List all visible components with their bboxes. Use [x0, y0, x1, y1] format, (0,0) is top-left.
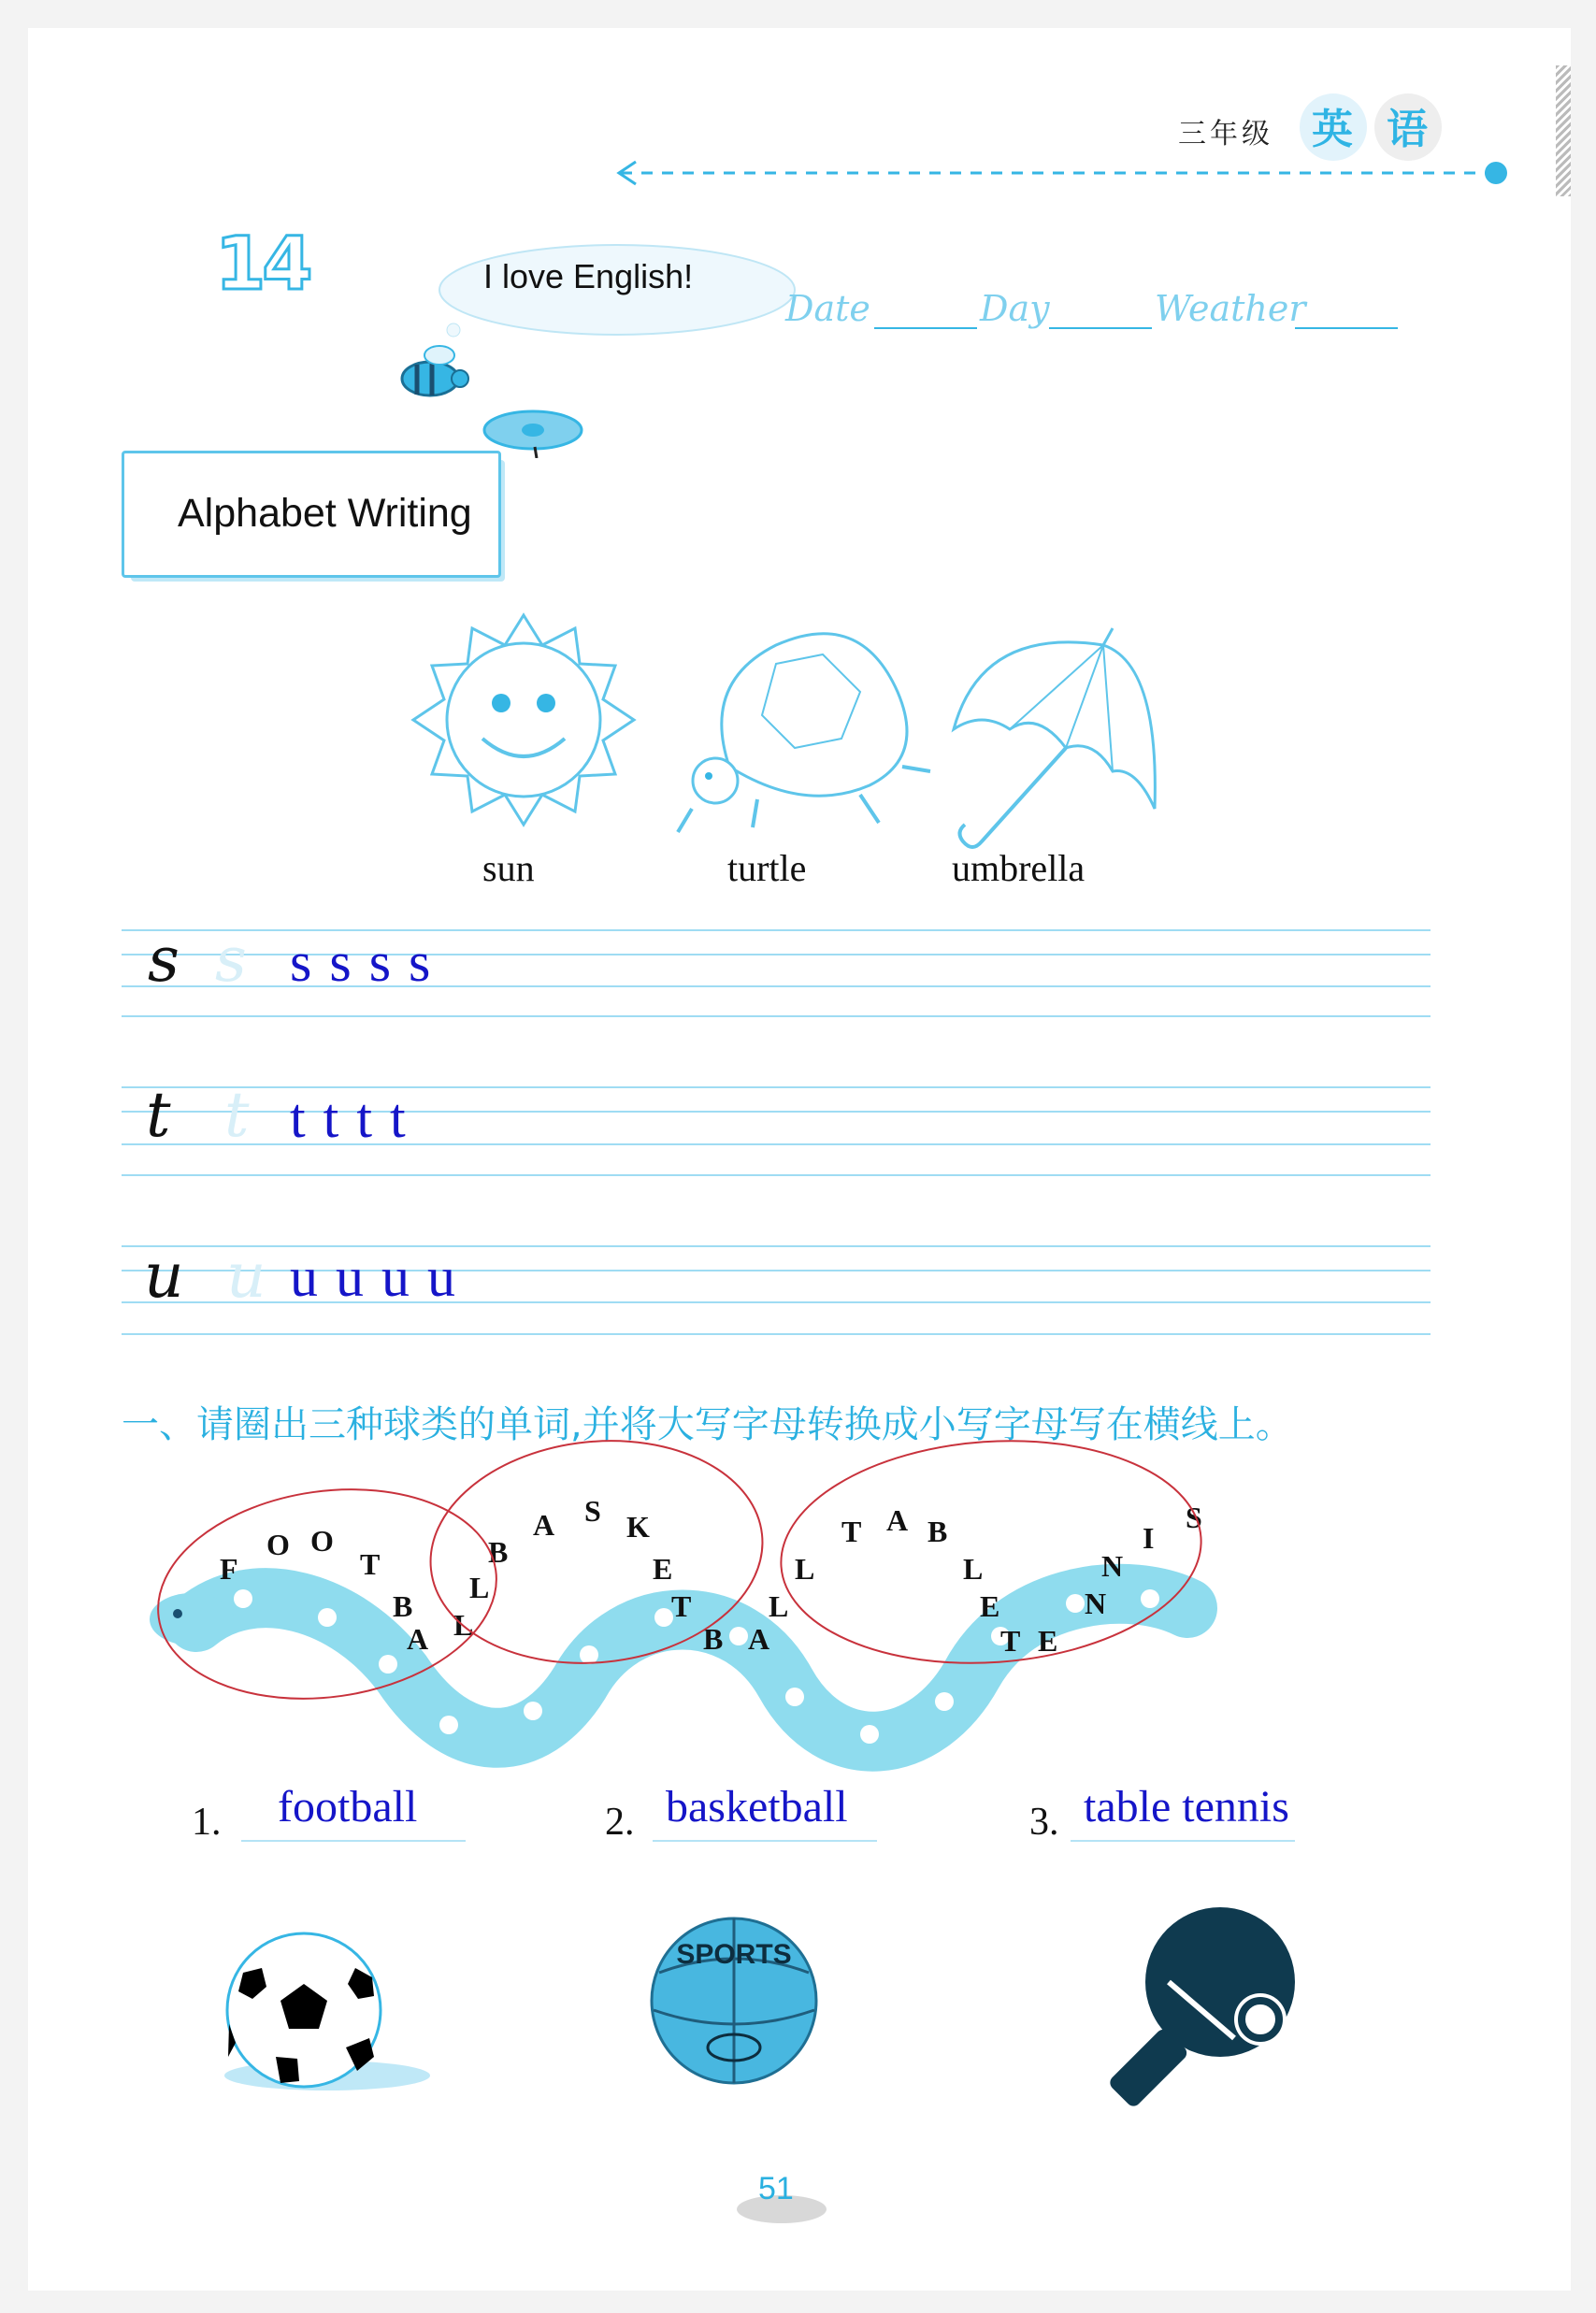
weather-line[interactable]	[1295, 325, 1398, 329]
snake-letter: B	[393, 1589, 413, 1623]
snake-letter: E	[1038, 1624, 1058, 1658]
snake-letter: T	[671, 1589, 692, 1623]
ping-pong-paddle-icon	[1103, 1898, 1318, 2113]
model-letter: s	[148, 924, 180, 996]
snake-letter: K	[626, 1510, 650, 1544]
workbook-page	[28, 28, 1571, 2291]
trace-letter: t	[224, 1079, 250, 1151]
lesson-number: 14	[215, 223, 309, 307]
question-number: 3.	[1029, 1801, 1059, 1844]
subject-char-1: 英	[1312, 106, 1353, 153]
day-line[interactable]	[1049, 325, 1152, 329]
slogan: I love English!	[483, 257, 694, 295]
snake-letter: B	[927, 1515, 948, 1548]
snake-letter: B	[488, 1535, 509, 1569]
snake-letter: T	[1000, 1624, 1021, 1658]
soccer-ball-icon	[187, 1917, 439, 2104]
snake-letter: L	[963, 1552, 984, 1586]
snake-letter: O	[266, 1528, 290, 1561]
answer-text[interactable]: table tennis	[1084, 1782, 1289, 1832]
snake-letter: L	[453, 1608, 474, 1642]
weather-label: Weather	[1155, 288, 1306, 329]
snake-letter: I	[1143, 1521, 1155, 1555]
page-edge-stripes	[1556, 65, 1571, 196]
snake-letter: A	[748, 1622, 770, 1656]
answer-text[interactable]: football	[278, 1782, 418, 1832]
turtle-icon	[664, 608, 944, 841]
snake-letter: B	[703, 1622, 724, 1656]
date-label: Date	[785, 288, 870, 329]
basketball-print: SPORTS	[676, 1939, 792, 1970]
model-letter: u	[144, 1240, 184, 1312]
umbrella-icon	[926, 608, 1187, 851]
circle-table-tennis	[773, 1430, 1208, 1676]
snake-letter: A	[533, 1508, 555, 1542]
bee-flower-icon	[337, 327, 617, 458]
exercise-instruction: 一、请圈出三种球类的单词,并将大写字母转换成小写字母写在横线上。	[122, 1403, 1293, 1446]
sun-icon	[402, 608, 645, 841]
snake-letter: A	[886, 1503, 909, 1537]
answer-line	[241, 1840, 466, 1842]
snake-letter: O	[310, 1524, 334, 1558]
snake-letter: N	[1101, 1549, 1124, 1583]
snake-letter: S	[584, 1494, 601, 1528]
day-label: Day	[980, 288, 1050, 329]
snake-letter: S	[1186, 1501, 1202, 1534]
subject-char-2: 语	[1387, 106, 1428, 153]
handwritten-answer[interactable]: t t t t	[290, 1087, 408, 1149]
handwritten-answer[interactable]: u u u u	[290, 1246, 457, 1308]
picture-label-turtle: turtle	[727, 847, 807, 889]
header-arrow-line	[608, 154, 1515, 192]
snake-letter: A	[407, 1622, 429, 1656]
question-number: 1.	[192, 1801, 222, 1844]
basketball-icon	[640, 1907, 827, 2094]
question-number: 2.	[605, 1801, 635, 1844]
snake-letter: L	[795, 1552, 815, 1586]
picture-label-sun: sun	[482, 847, 535, 889]
snake-letter: E	[653, 1552, 673, 1586]
handwritten-answer[interactable]: s s s s	[290, 931, 433, 993]
model-letter: t	[146, 1079, 171, 1151]
snake-letter: N	[1085, 1587, 1107, 1620]
snake-letter: T	[360, 1547, 381, 1581]
snake-letter: T	[841, 1515, 862, 1548]
snake-letter: L	[769, 1589, 789, 1623]
snake-letter: F	[220, 1552, 238, 1586]
answer-circles	[150, 1430, 1309, 1748]
date-line[interactable]	[874, 325, 977, 329]
trace-letter: u	[226, 1240, 266, 1312]
trace-letter: s	[215, 924, 247, 996]
answer-line	[1071, 1840, 1295, 1842]
circle-football	[150, 1469, 510, 1720]
grade-label: 三年级	[1178, 118, 1273, 151]
answer-text[interactable]: basketball	[666, 1782, 848, 1832]
answer-line	[653, 1840, 877, 1842]
snake-letter: E	[980, 1589, 1000, 1623]
snake-letter: L	[469, 1571, 490, 1604]
picture-label-umbrella: umbrella	[952, 847, 1086, 889]
section-title: Alphabet Writing	[178, 491, 472, 536]
page-number: 51	[758, 2171, 794, 2206]
circle-basketball	[420, 1430, 774, 1679]
